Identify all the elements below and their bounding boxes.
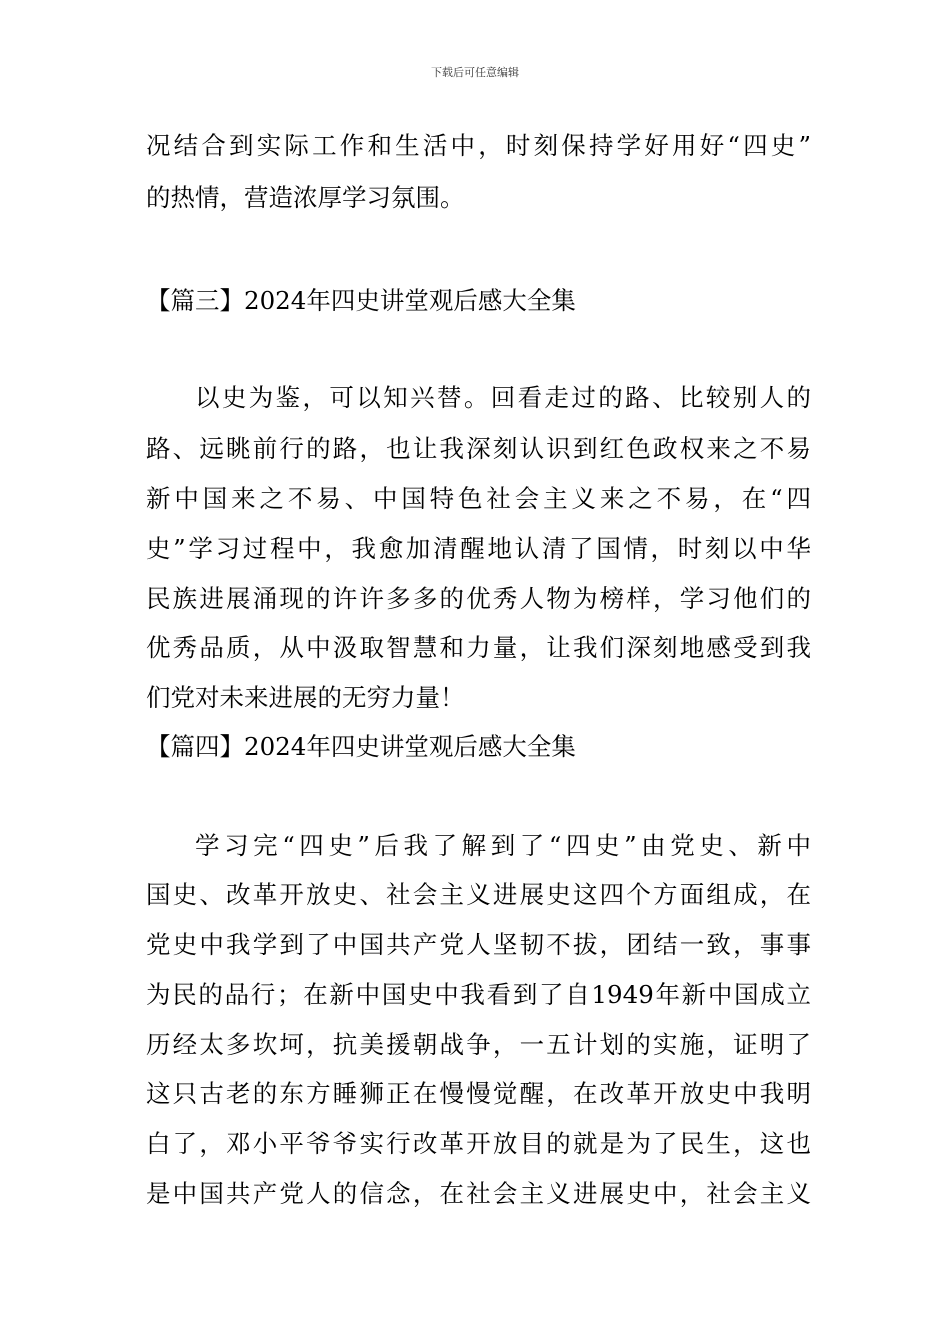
section4-line-8: 是中国共产党人的信念，在社会主义进展史中，社会主义	[146, 1179, 811, 1208]
intro-line-2: 的热情，营造浓厚学习氛围。	[146, 183, 465, 212]
section3-heading: 【篇三】2024年四史讲堂观后感大全集	[146, 286, 576, 315]
section4-line-7: 白了，邓小平爷爷实行改革开放目的就是为了民生，这也	[146, 1129, 811, 1158]
intro-line-1: 况结合到实际工作和生活中，时刻保持学好用好“四史”	[146, 131, 811, 160]
section4-line-2: 国史、改革开放史、社会主义进展史这四个方面组成，在	[146, 880, 811, 909]
section3-line-1: 以史为鉴，可以知兴替。回看走过的路、比较别人的	[195, 383, 811, 412]
section4-line-5: 历经太多坎坷，抗美援朝战争，一五计划的实施，证明了	[146, 1030, 811, 1059]
section3-line-3: 新中国来之不易、中国特色社会主义来之不易，在“四	[146, 484, 811, 513]
section3-line-5: 民族进展涌现的许许多多的优秀人物为榜样，学习他们的	[146, 584, 811, 613]
section3-line-4: 史”学习过程中，我愈加清醒地认清了国情，时刻以中华	[146, 534, 811, 563]
section4-line-3: 党史中我学到了中国共产党人坚韧不拔，团结一致，事事	[146, 930, 811, 959]
section3-line-7: 们党对未来进展的无穷力量！	[146, 683, 465, 712]
section4-line-1: 学习完“四史”后我了解到了“四史”由党史、新中	[195, 831, 811, 860]
section4-line-6: 这只古老的东方睡狮正在慢慢觉醒，在改革开放史中我明	[146, 1079, 811, 1108]
section3-line-2: 路、远眺前行的路，也让我深刻认识到红色政权来之不易	[146, 434, 811, 463]
section4-heading: 【篇四】2024年四史讲堂观后感大全集	[146, 732, 576, 761]
section4-line-4: 为民的品行；在新中国史中我看到了自1949年新中国成立	[146, 980, 811, 1009]
section3-line-6: 优秀品质，从中汲取智慧和力量，让我们深刻地感受到我	[146, 633, 811, 662]
page-header: 下载后可任意编辑	[431, 66, 519, 79]
